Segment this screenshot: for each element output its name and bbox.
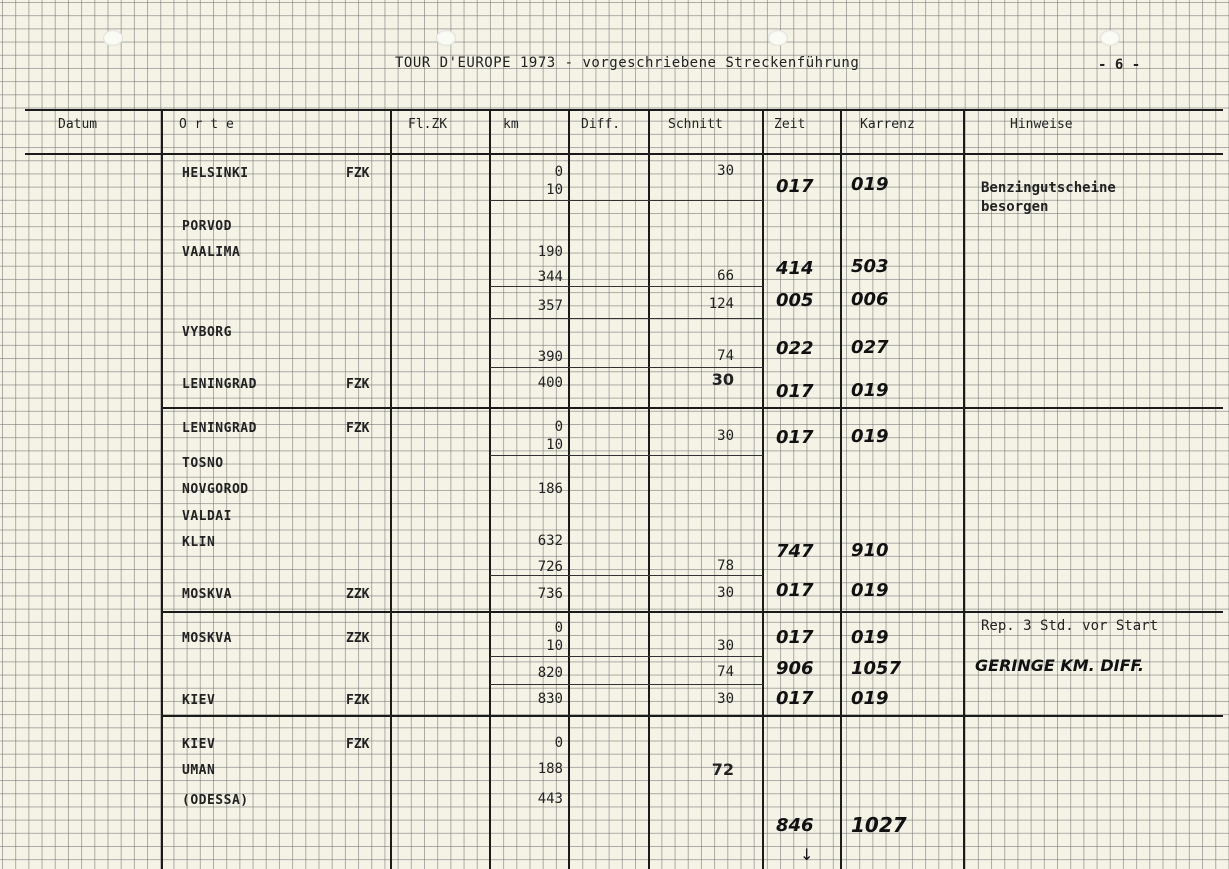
karrenz-value: 019	[851, 627, 889, 648]
punch-hole	[768, 30, 788, 46]
column-divider	[489, 109, 491, 869]
header-datum: Datum	[58, 117, 98, 132]
section-rule	[161, 611, 1223, 613]
control-code: ZZK	[346, 587, 370, 602]
page-number: - 6 -	[1098, 57, 1141, 73]
zeit-value: 906	[776, 658, 814, 679]
place-name: LENINGRAD	[182, 377, 257, 392]
page-title: TOUR D'EUROPE 1973 - vorgeschriebene Streckenführung	[395, 55, 860, 71]
zeit-value: 017	[776, 627, 814, 648]
zeit-value: 017	[776, 688, 814, 709]
note-text: besorgen	[981, 199, 1049, 215]
karrenz-value: 019	[851, 380, 889, 401]
km-value: 0	[554, 164, 563, 180]
karrenz-value: 503	[851, 256, 889, 277]
column-divider	[840, 109, 842, 869]
schnitt-value: 30	[717, 691, 734, 707]
place-name: MOSKVA	[182, 631, 232, 646]
header-karrenz: Karrenz	[860, 117, 915, 132]
note-text: Rep. 3 Std. vor Start	[981, 618, 1159, 634]
place-name: KIEV	[182, 737, 216, 752]
column-divider	[568, 109, 570, 869]
segment-rule	[490, 684, 763, 685]
schnitt-value: 30	[717, 585, 734, 601]
schnitt-value: 30	[717, 163, 734, 179]
km-value: 10	[546, 182, 563, 198]
schnitt-value: 30	[717, 638, 734, 654]
segment-rule	[490, 575, 763, 576]
control-code: FZK	[346, 693, 370, 708]
place-name: VAALIMA	[182, 245, 241, 260]
schnitt-value-handwritten: 30	[711, 370, 734, 389]
section-rule	[161, 407, 1223, 409]
header-zeit: Zeit	[774, 117, 806, 132]
control-code: FZK	[346, 737, 370, 752]
zeit-value: 017	[776, 427, 814, 448]
karrenz-value: 019	[851, 426, 889, 447]
header-schnitt: Schnitt	[668, 117, 723, 132]
control-code: FZK	[346, 421, 370, 436]
place-name: UMAN	[182, 763, 216, 778]
segment-rule	[490, 286, 763, 287]
header-km: km	[503, 117, 519, 132]
column-divider	[762, 109, 764, 869]
down-arrow-icon: ↓	[800, 845, 814, 864]
place-name: TOSNO	[182, 456, 224, 471]
karrenz-value: 019	[851, 688, 889, 709]
place-name: KLIN	[182, 535, 216, 550]
km-value: 188	[537, 761, 563, 777]
karrenz-value: 006	[851, 289, 889, 310]
km-value: 736	[537, 586, 563, 602]
km-value: 400	[537, 375, 563, 391]
km-value: 344	[537, 269, 563, 285]
karrenz-value: 027	[851, 337, 889, 358]
table-top-rule	[25, 109, 1223, 111]
column-divider	[648, 109, 650, 869]
km-value: 0	[554, 735, 563, 751]
place-name: MOSKVA	[182, 587, 232, 602]
header-hinweise: Hinweise	[1010, 117, 1073, 132]
zeit-value: 022	[776, 338, 814, 359]
zeit-value: 017	[776, 176, 814, 197]
zeit-value: 017	[776, 381, 814, 402]
karrenz-value: 019	[851, 580, 889, 601]
km-value: 0	[554, 620, 563, 636]
zeit-value: 414	[776, 258, 814, 279]
place-name: KIEV	[182, 693, 216, 708]
place-name: VYBORG	[182, 325, 232, 340]
km-value: 820	[537, 665, 563, 681]
control-code: FZK	[346, 166, 370, 181]
km-value: 357	[537, 298, 563, 314]
schnitt-value: 30	[717, 428, 734, 444]
header-diff: Diff.	[581, 117, 621, 132]
zeit-value: 747	[776, 541, 814, 562]
km-value: 390	[537, 349, 563, 365]
punch-hole	[436, 30, 456, 46]
schnitt-value: 78	[717, 558, 734, 574]
karrenz-value: 910	[851, 540, 889, 561]
zeit-value: 846	[776, 815, 814, 836]
zeit-value: 017	[776, 580, 814, 601]
section-rule	[161, 715, 1223, 717]
punch-hole	[1100, 30, 1120, 46]
place-name: VALDAI	[182, 509, 232, 524]
header-bottom-rule	[25, 153, 1223, 155]
column-divider	[161, 109, 163, 869]
karrenz-value: 1057	[851, 658, 902, 679]
segment-rule	[490, 455, 763, 456]
note-handwritten: GERINGE KM. DIFF.	[975, 656, 1144, 675]
segment-rule	[490, 318, 763, 319]
column-divider	[963, 109, 965, 869]
place-name: HELSINKI	[182, 166, 249, 181]
karrenz-value: 019	[851, 174, 889, 195]
segment-rule	[490, 367, 763, 368]
karrenz-value: 1027	[851, 813, 907, 837]
place-name: (ODESSA)	[182, 793, 249, 808]
place-name: LENINGRAD	[182, 421, 257, 436]
km-value: 0	[554, 419, 563, 435]
schnitt-value: 66	[717, 268, 734, 284]
km-value: 10	[546, 638, 563, 654]
schnitt-value: 124	[708, 296, 734, 312]
segment-rule	[490, 656, 763, 657]
place-name: NOVGOROD	[182, 482, 249, 497]
schnitt-value: 74	[717, 348, 734, 364]
km-value: 186	[537, 481, 563, 497]
schnitt-value: 74	[717, 664, 734, 680]
km-value: 190	[537, 244, 563, 260]
header-orte: O r t e	[179, 117, 234, 132]
km-value: 10	[546, 437, 563, 453]
km-value: 726	[537, 559, 563, 575]
schnitt-value-handwritten: 72	[711, 760, 734, 779]
km-value: 632	[537, 533, 563, 549]
segment-rule	[490, 200, 763, 201]
km-value: 443	[537, 791, 563, 807]
note-text: Benzingutscheine	[981, 180, 1116, 196]
place-name: PORVOD	[182, 219, 232, 234]
zeit-value: 005	[776, 290, 814, 311]
column-divider	[390, 109, 392, 869]
control-code: ZZK	[346, 631, 370, 646]
punch-hole	[103, 30, 123, 46]
header-flzk: Fl.ZK	[408, 117, 448, 132]
control-code: FZK	[346, 377, 370, 392]
km-value: 830	[537, 691, 563, 707]
